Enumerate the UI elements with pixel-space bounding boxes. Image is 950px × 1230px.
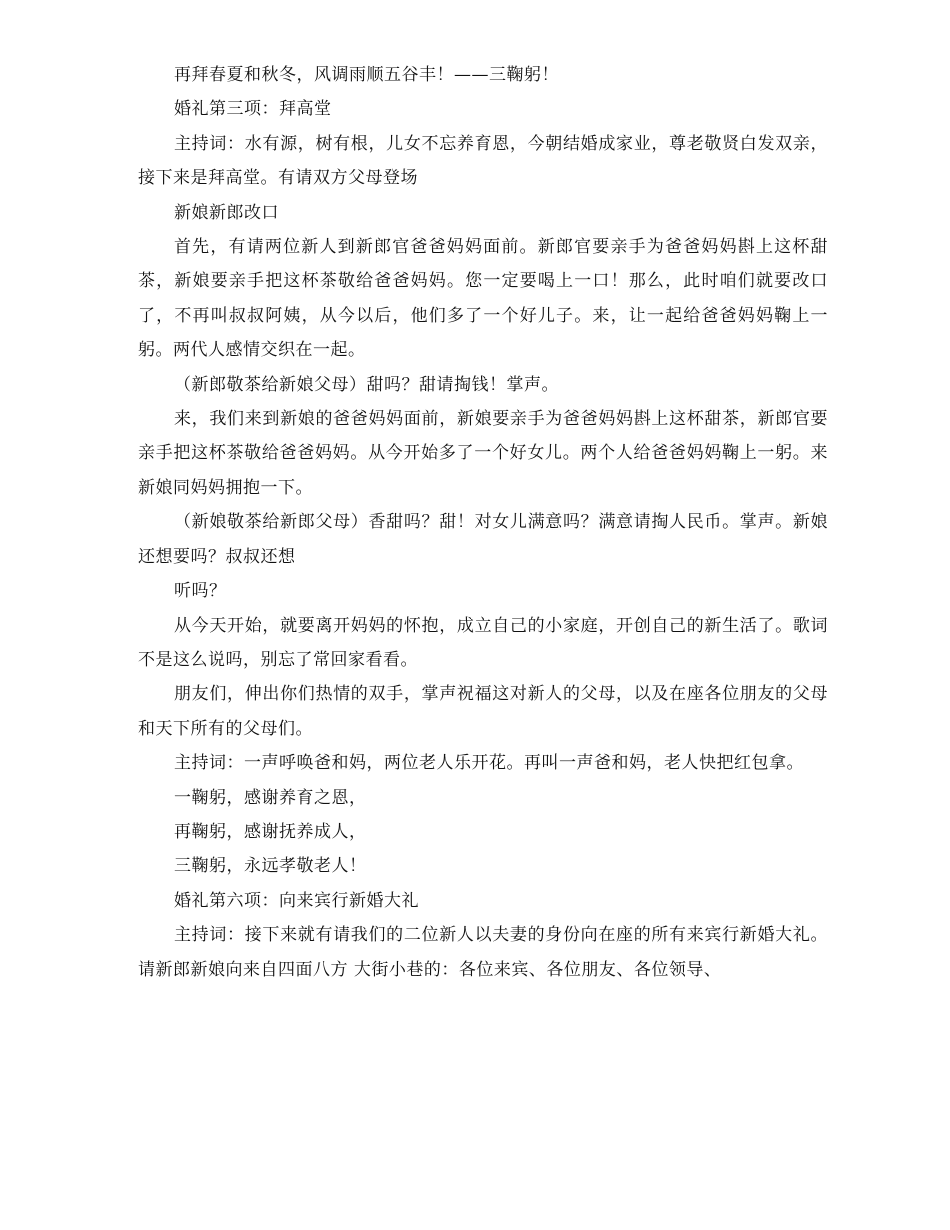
paragraph: 从今天开始，就要离开妈妈的怀抱，成立自己的小家庭，开创自己的新生活了。歌词不是这么说吗，别忘了常回家看看。 [138, 615, 828, 670]
paragraph: 听吗？ [174, 581, 227, 602]
paragraph: 首先，有请两位新人到新郎官爸爸妈妈面前。新郎官要亲手为爸爸妈妈斟上这杯甜茶，新娘要亲手把这杯茶敬给爸爸妈妈。您一定要喝上一口！那么，此时咱们就要改口了，不再叫叔叔阿姨，从今以后，他们多了一个好儿子。来，让一起给爸爸妈妈鞠上一躬。两代人感情交织在一起。 [138, 237, 828, 361]
section-heading: 新娘新郎改口 [174, 202, 279, 223]
document-body [138, 58, 828, 987]
paragraph: 主持词：一声呼唤爸和妈，两位老人乐开花。再叫一声爸和妈，老人快把红包拿。 [174, 753, 804, 774]
section-heading: 婚礼第三项：拜高堂 [174, 99, 332, 120]
paragraph: 再鞠躬，感谢抚养成人， [174, 821, 367, 842]
paragraph: 一鞠躬，感谢养育之恩， [174, 787, 367, 808]
section-heading: 婚礼第六项：向来宾行新婚大礼 [174, 890, 419, 911]
paragraph: 朋友们，伸出你们热情的双手，掌声祝福这对新人的父母，以及在座各位朋友的父母和天下所有的父母们。 [138, 684, 828, 739]
paragraph: 主持词：接下来就有请我们的二位新人以夫妻的身份向在座的所有来宾行新婚大礼。请新郎新娘向来自四面八方 大街小巷的：各位来宾、各位朋友、各位领导、 [138, 925, 828, 980]
paragraph: （新娘敬茶给新郎父母）香甜吗？甜！对女儿满意吗？满意请掏人民币。掌声。新娘还想要吗？叔叔还想 [138, 512, 828, 567]
paragraph: （新郎敬茶给新娘父母）甜吗？甜请掏钱！掌声。 [174, 374, 559, 395]
paragraph: 来，我们来到新娘的爸爸妈妈面前，新娘要亲手为爸爸妈妈斟上这杯甜茶，新郎官要亲手把这杯茶敬给爸爸妈妈。从今开始多了一个好女儿。两个人给爸爸妈妈鞠上一躬。来新娘同妈妈拥抱一下。 [138, 409, 828, 498]
paragraph: 再拜春夏和秋冬，风调雨顺五谷丰！——三鞠躬！ [174, 65, 559, 85]
paragraph: 三鞠躬，永远孝敬老人！ [174, 856, 367, 877]
paragraph: 主持词：水有源，树有根，儿女不忘养育恩，今朝结婚成家业，尊老敬贤白发双亲，接下来是拜高堂。有请双方父母登场 [138, 133, 828, 189]
